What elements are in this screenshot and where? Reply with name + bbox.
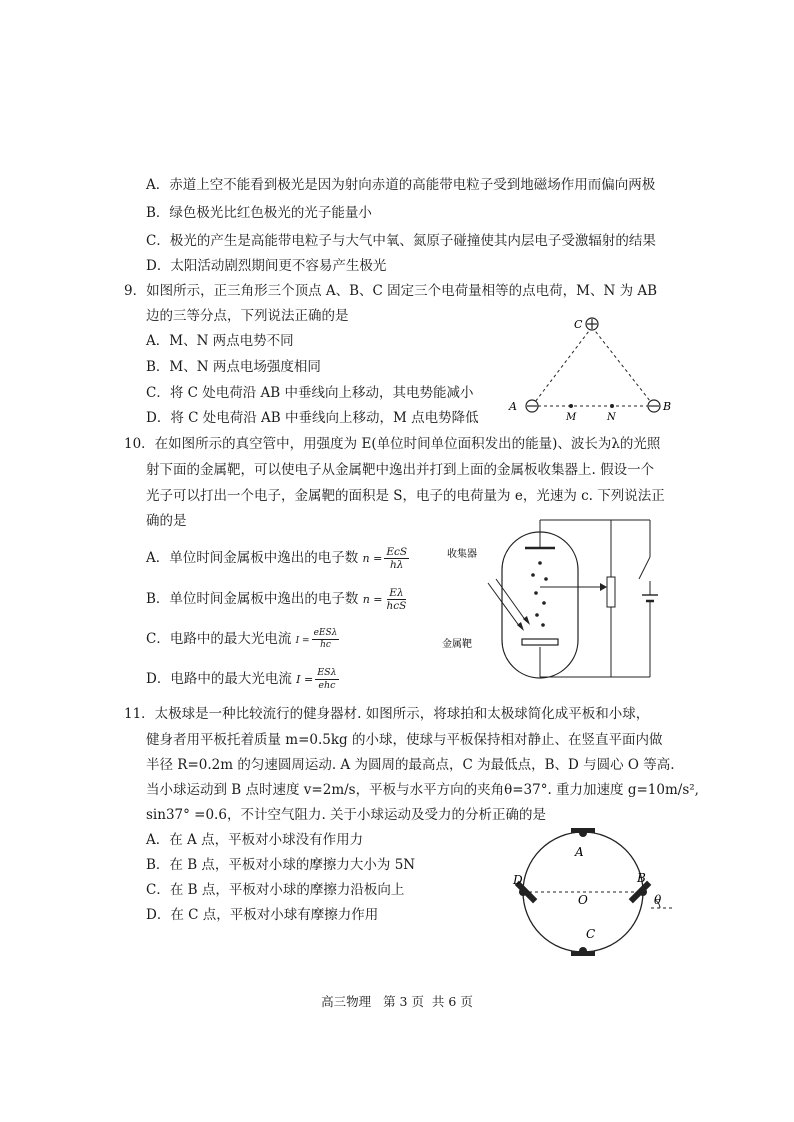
label-theta: θ — [654, 893, 662, 907]
q10-stem-line3: 光子可以打出一个电子，金属靶的面积是 S，电子的电荷量为 e，光速为 c. 下列说法正 — [146, 488, 665, 504]
q9-triangle-figure — [500, 310, 680, 425]
page-footer: 高三物理 第 3 页 共 6 页 — [321, 994, 473, 1009]
q11-option-d: D．在 C 点，平板对小球有摩擦力作用 — [146, 907, 379, 923]
label-n: N — [607, 412, 616, 423]
label-b: B — [637, 871, 646, 885]
q9-option-c: C．将 C 处电荷沿 AB 中垂线向上移动，其电势能减小 — [146, 385, 474, 401]
label-c: C — [586, 927, 596, 941]
q10-option-d: D．电路中的最大光电流 I = $\frac{\text{ESλ}}{\text{ehc}}$ — [146, 667, 337, 691]
label-c: C — [574, 318, 583, 331]
label-a: A — [509, 400, 517, 413]
collector-label: 收集器 — [447, 549, 477, 560]
charge-b-negative-icon — [648, 400, 660, 412]
label-a: A — [575, 845, 584, 859]
label-d: D — [513, 873, 523, 887]
q11-option-b: B．在 B 点，平板对小球的摩擦力大小为 5N — [146, 857, 416, 873]
q11-stem-line4: 当小球运动到 B 点时速度 v=2m/s，平板与水平方向的夹角θ=37°. 重力加速度 g=10m/s², — [146, 782, 699, 798]
q10-option-b: B．单位时间金属板中逸出的电子数 n = $\frac{E\lambda}{\text{hcS}}$ — [146, 587, 407, 612]
q10-stem-line4: 确的是 — [146, 513, 187, 529]
q8-option-d: D．太阳活动剧烈期间更不容易产生极光 — [146, 258, 387, 274]
charge-a-negative-icon — [526, 400, 538, 412]
q10-vacuum-tube-figure — [440, 515, 670, 685]
q10-option-c: C．电路中的最大光电流 I = $\frac{\text{eESλ}}{hc}$ — [146, 628, 338, 650]
q11-circle-figure — [500, 820, 680, 965]
q9-option-a: A．M、N 两点电势不同 — [146, 333, 294, 349]
target-label: 金属靶 — [442, 639, 472, 650]
q9-option-b: B．M、N 两点电场强度相同 — [146, 359, 321, 375]
charge-c-positive-icon — [586, 318, 598, 330]
q11-option-a: A．在 A 点，平板对小球没有作用力 — [146, 832, 364, 848]
q11-stem-line1: 11．太极球是一种比较流行的健身器材. 如图所示，将球拍和太极球简化成平板和小球， — [124, 706, 650, 722]
q11-option-c: C．在 B 点，平板对小球的摩擦力沿板向上 — [146, 882, 405, 898]
label-m: M — [566, 412, 577, 423]
q8-option-a: A．赤道上空不能看到极光是因为射向赤道的高能带电粒子受到地磁场作用而偏向两极 — [146, 177, 656, 193]
q8-option-b: B．绿色极光比红色极光的光子能量小 — [146, 205, 372, 221]
label-o: O — [578, 893, 588, 907]
q10-option-a: A．单位时间金属板中逸出的电子数 n = $\frac{\text{EcS}}{h\lambda}$ — [146, 546, 408, 571]
q11-stem-line2: 健身者用平板托着质量 m=0.5kg 的小球，使球与平板保持相对静止、在竖直平面内做 — [146, 732, 663, 748]
q10-stem-line1: 10．在如图所示的真空管中，用强度为 E(单位时间单位面积发出的能量)、波长为λ的光照 — [124, 436, 661, 452]
q9-option-d: D．将 C 处电荷沿 AB 中垂线向上移动，M 点电势降低 — [146, 410, 479, 426]
q10-stem-line2: 射下面的金属靶，可以使电子从金属靶中逸出并打到上面的金属板收集器上. 假设一个 — [146, 462, 655, 478]
rheostat-icon — [607, 577, 615, 607]
switch-icon — [639, 557, 650, 579]
q9-stem-line1: 9．如图所示，正三角形三个顶点 A、B、C 固定三个电荷量相等的点电荷，M、N 为 AB — [124, 283, 658, 299]
q11-stem-line5: sin37° =0.6，不计空气阻力. 关于小球运动及受力的分析正确的是 — [146, 807, 547, 823]
q11-stem-line3: 半径 R=0.2m 的匀速圆周运动. A 为圆周的最高点，C 为最低点，B、D 与圆心 O 等高. — [146, 757, 675, 773]
q8-option-c: C．极光的产生是高能带电粒子与大气中氧、氮原子碰撞使其内层电子受激辐射的结果 — [146, 233, 656, 249]
q9-stem-line2: 边的三等分点，下列说法正确的是 — [146, 308, 349, 324]
label-b: B — [663, 400, 672, 413]
